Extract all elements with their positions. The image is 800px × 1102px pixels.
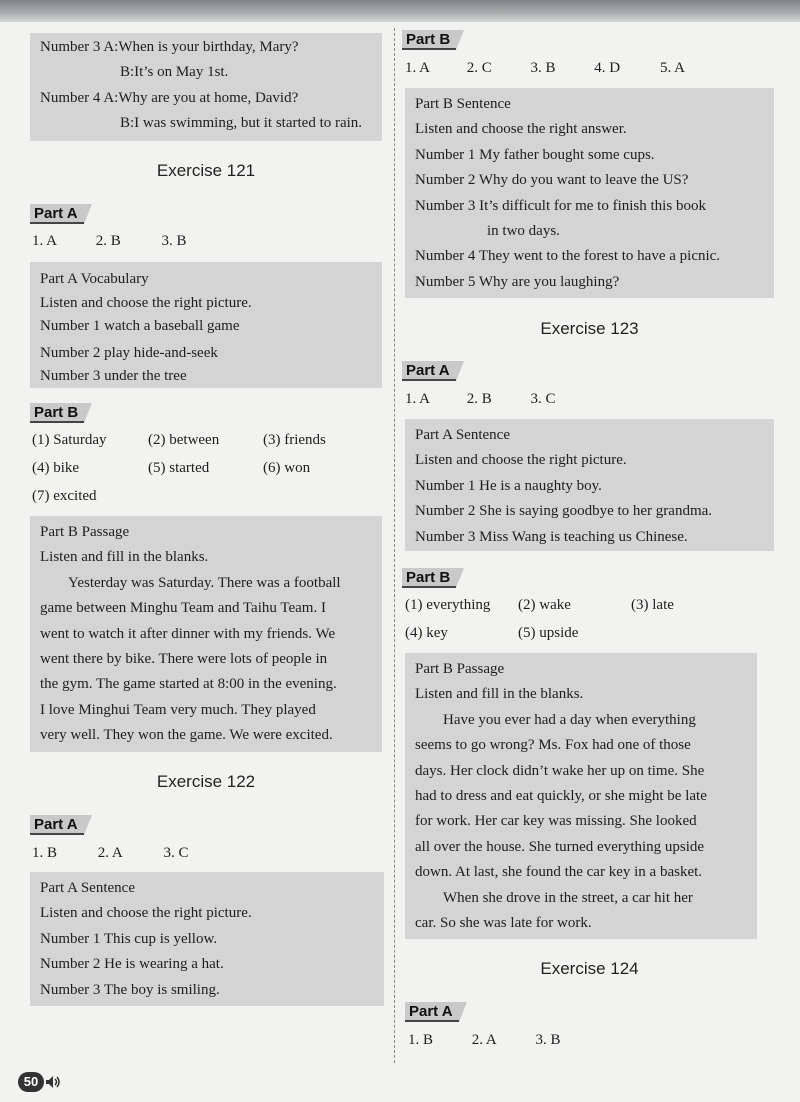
passage-line: game between Minghu Team and Taihu Team. I bbox=[40, 600, 326, 617]
answer: 1. B bbox=[408, 1032, 434, 1048]
box-line: Listen and choose the right picture. bbox=[40, 294, 252, 311]
box-line: Number 2 She is saying goodbye to her grandma. bbox=[415, 503, 713, 520]
answer: 1. A bbox=[405, 60, 431, 76]
ex122-part-a-box bbox=[30, 872, 384, 1006]
passage-line: down. At last, she found the car key in a basket. bbox=[415, 864, 703, 881]
answer: 2. B bbox=[466, 391, 492, 407]
box-instruction: Listen and fill in the blanks. bbox=[40, 549, 209, 566]
answer: (3) late bbox=[631, 597, 674, 613]
answer: (2) wake bbox=[518, 597, 571, 613]
box-line: Number 2 Why do you want to leave the US? bbox=[415, 172, 689, 189]
passage-line: went there by bike. There were lots of people in bbox=[40, 651, 328, 668]
exercise-124-title: Exercise 124 bbox=[540, 959, 639, 978]
passage-line: I love Minghui Team very much. They played bbox=[40, 701, 316, 718]
box-line: Number 4 They went to the forest to have a picnic. bbox=[415, 248, 721, 265]
answer: (5) started bbox=[148, 460, 210, 476]
box-line: Number 5 Why are you laughing? bbox=[415, 273, 620, 290]
answer: 2. A bbox=[471, 1032, 497, 1048]
part-a-label: Part A bbox=[30, 815, 84, 835]
dialog-line: B:It’s on May 1st. bbox=[120, 64, 229, 81]
dialog-line: Number 3 A:When is your birthday, Mary? bbox=[40, 39, 299, 55]
exercise-123-title: Exercise 123 bbox=[540, 319, 639, 338]
ex122-part-a-answers bbox=[32, 845, 189, 862]
passage-line: all over the house. She turned everything upside bbox=[415, 838, 705, 855]
box-line: Number 3 Miss Wang is teaching us Chinese. bbox=[415, 528, 688, 545]
ex124-part-a-answers bbox=[408, 1032, 561, 1049]
ex123-part-a-answers bbox=[405, 391, 556, 408]
answer: (3) friends bbox=[263, 432, 326, 448]
answer: (2) between bbox=[148, 432, 220, 448]
ex122-part-b-box bbox=[405, 88, 774, 298]
box-line: Number 1 He is a naughty boy. bbox=[415, 477, 602, 494]
answer: (7) excited bbox=[32, 488, 97, 504]
ex123-part-a-box bbox=[405, 419, 774, 551]
passage-line: had to dress and eat quickly, or she might be late bbox=[415, 788, 707, 805]
passage-line: Yesterday was Saturday. There was a football bbox=[68, 574, 341, 591]
answer: 3. C bbox=[530, 391, 556, 407]
answer: 4. D bbox=[594, 60, 621, 76]
ex121-part-b-box bbox=[30, 516, 382, 752]
passage-line: car. So she was late for work. bbox=[415, 915, 592, 932]
page-top-edge bbox=[0, 0, 800, 22]
passage-line: days. Her clock didn’t wake her up on time. She bbox=[415, 762, 705, 779]
ex123-part-b-box bbox=[405, 653, 757, 939]
box-line: Number 2 play hide-and-seek bbox=[40, 344, 218, 361]
passage-line: When she drove in the street, a car hit her bbox=[443, 889, 693, 906]
box-line: Number 3 under the tree bbox=[40, 368, 187, 384]
answer: (1) everything bbox=[405, 597, 491, 613]
answer: (1) Saturday bbox=[32, 432, 107, 448]
box-line: Listen and choose the right picture. bbox=[40, 905, 252, 922]
answer: 1. A bbox=[32, 233, 58, 249]
answer: (4) bike bbox=[32, 460, 80, 476]
ex121-part-b-answers bbox=[32, 432, 382, 512]
part-b-label: Part B bbox=[402, 568, 456, 588]
ex122-part-b-answers bbox=[405, 60, 685, 77]
box-line: in two days. bbox=[487, 223, 560, 240]
answer: (5) upside bbox=[518, 625, 579, 641]
passage-line: went to watch it after dinner with my friends. We bbox=[40, 625, 336, 642]
ex121-part-a-box bbox=[30, 262, 382, 388]
passage-line: the gym. The game started at 8:00 in the evening. bbox=[40, 676, 337, 693]
passage-line: very well. They won the game. We were excited. bbox=[40, 727, 333, 744]
answer: (6) won bbox=[263, 460, 311, 476]
answer: 1. A bbox=[405, 391, 431, 407]
part-a-label: Part A bbox=[30, 204, 84, 224]
box-line: Number 1 This cup is yellow. bbox=[40, 930, 218, 947]
part-b-label: Part B bbox=[402, 30, 456, 50]
box-line: Number 1 watch a baseball game bbox=[40, 318, 240, 334]
page-number: 50 bbox=[18, 1072, 44, 1092]
box-line: Listen and choose the right picture. bbox=[415, 452, 627, 469]
box-line: Listen and choose the right answer. bbox=[415, 121, 627, 138]
box-line: Part A Vocabulary bbox=[40, 271, 149, 287]
box-line: Part A Sentence bbox=[40, 880, 135, 896]
exercise-121-title: Exercise 121 bbox=[156, 161, 256, 180]
box-line: Part B Sentence bbox=[415, 96, 511, 112]
dialog-box bbox=[30, 33, 382, 141]
box-line: Number 2 He is wearing a hat. bbox=[40, 956, 224, 973]
part-a-label: Part A bbox=[402, 361, 456, 381]
speaker-icon bbox=[44, 1073, 62, 1091]
exercise-122-title: Exercise 122 bbox=[156, 772, 256, 791]
answer: 2. A bbox=[97, 845, 123, 861]
answer: (4) key bbox=[405, 625, 448, 641]
answer: 3. B bbox=[530, 60, 556, 76]
box-line: Number 3 The boy is smiling. bbox=[40, 981, 220, 998]
part-b-label: Part B bbox=[30, 403, 84, 423]
answer: 5. A bbox=[660, 60, 686, 76]
answer: 3. B bbox=[535, 1032, 561, 1048]
passage-line: for work. Her car key was missing. She looked bbox=[415, 813, 697, 830]
dialog-line: B:I was swimming, but it started to rain. bbox=[120, 115, 363, 132]
ex123-part-b-answers bbox=[405, 597, 765, 647]
ex121-part-a-answers bbox=[32, 233, 187, 250]
box-line: Number 1 My father bought some cups. bbox=[415, 146, 655, 163]
box-heading: Part B Passage bbox=[415, 661, 505, 677]
answer: 2. B bbox=[95, 233, 121, 249]
box-heading: Part B Passage bbox=[40, 524, 130, 540]
passage-line: Have you ever had a day when everything bbox=[443, 711, 696, 728]
box-line: Number 3 It’s difficult for me to finish this book bbox=[415, 197, 706, 214]
answer: 3. B bbox=[161, 233, 187, 249]
part-a-label: Part A bbox=[405, 1002, 459, 1022]
answer: 2. C bbox=[466, 60, 492, 76]
column-divider bbox=[394, 28, 395, 1063]
dialog-line: Number 4 A:Why are you at home, David? bbox=[40, 89, 299, 106]
box-instruction: Listen and fill in the blanks. bbox=[415, 686, 584, 703]
answer: 3. C bbox=[163, 845, 189, 861]
answer: 1. B bbox=[32, 845, 58, 861]
passage-line: seems to go wrong? Ms. Fox had one of those bbox=[415, 737, 691, 754]
box-line: Part A Sentence bbox=[415, 427, 510, 443]
